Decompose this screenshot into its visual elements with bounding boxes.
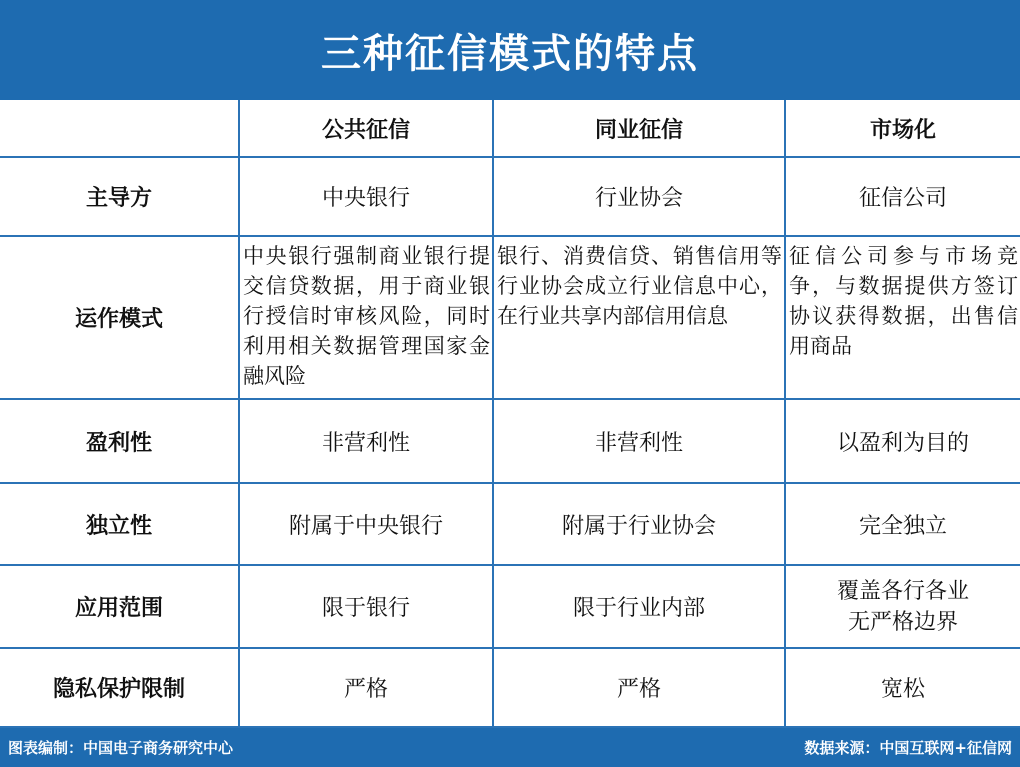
footer-credit: 图表编制：中国电子商务研究中心 bbox=[8, 739, 234, 757]
column-header-market: 市场化 bbox=[786, 100, 1020, 158]
table-cell: 宽松 bbox=[786, 649, 1020, 728]
row-label-leader: 主导方 bbox=[0, 158, 240, 237]
column-header-industry: 同业征信 bbox=[494, 100, 786, 158]
table-cell: 征信公司参与市场竞争，与数据提供方签订协议获得数据，出售信用商品 bbox=[786, 237, 1020, 400]
table-cell: 非营利性 bbox=[494, 400, 786, 484]
table-cell: 银行、消费信贷、销售信用等行业协会成立行业信息中心，在行业共享内部信用信息 bbox=[494, 237, 786, 400]
row-label-independence: 独立性 bbox=[0, 484, 240, 566]
page-title: 三种征信模式的特点 bbox=[321, 30, 699, 77]
table-cell: 非营利性 bbox=[240, 400, 494, 484]
footer-banner bbox=[0, 728, 1020, 767]
table-cell-line: 无严格边界 bbox=[847, 609, 958, 635]
table-corner-cell bbox=[0, 100, 240, 158]
table-cell: 限于行业内部 bbox=[494, 566, 786, 649]
table-cell: 征信公司 bbox=[786, 158, 1020, 237]
table-cell: 严格 bbox=[240, 649, 494, 728]
table-cell: 行业协会 bbox=[494, 158, 786, 237]
table-cell: 严格 bbox=[494, 649, 786, 728]
title-banner bbox=[0, 0, 1020, 100]
row-label-profit: 盈利性 bbox=[0, 400, 240, 484]
table-cell: 完全独立 bbox=[786, 484, 1020, 566]
row-label-operation: 运作模式 bbox=[0, 237, 240, 400]
table-cell: 附属于行业协会 bbox=[494, 484, 786, 566]
table-cell bbox=[786, 566, 1020, 649]
table-cell: 中央银行强制商业银行提交信贷数据，用于商业银行授信时审核风险，同时利用相关数据管理国家金融风险 bbox=[240, 237, 494, 400]
table-cell: 限于银行 bbox=[240, 566, 494, 649]
table-cell-line: 覆盖各行各业 bbox=[836, 578, 969, 604]
table-cell: 中央银行 bbox=[240, 158, 494, 237]
footer-source: 数据来源：中国互联网+征信网 bbox=[804, 739, 1012, 757]
table-cell: 附属于中央银行 bbox=[240, 484, 494, 566]
row-label-scope: 应用范围 bbox=[0, 566, 240, 649]
column-header-public: 公共征信 bbox=[240, 100, 494, 158]
comparison-table bbox=[0, 100, 1020, 728]
table-cell: 以盈利为目的 bbox=[786, 400, 1020, 484]
row-label-privacy: 隐私保护限制 bbox=[0, 649, 240, 728]
